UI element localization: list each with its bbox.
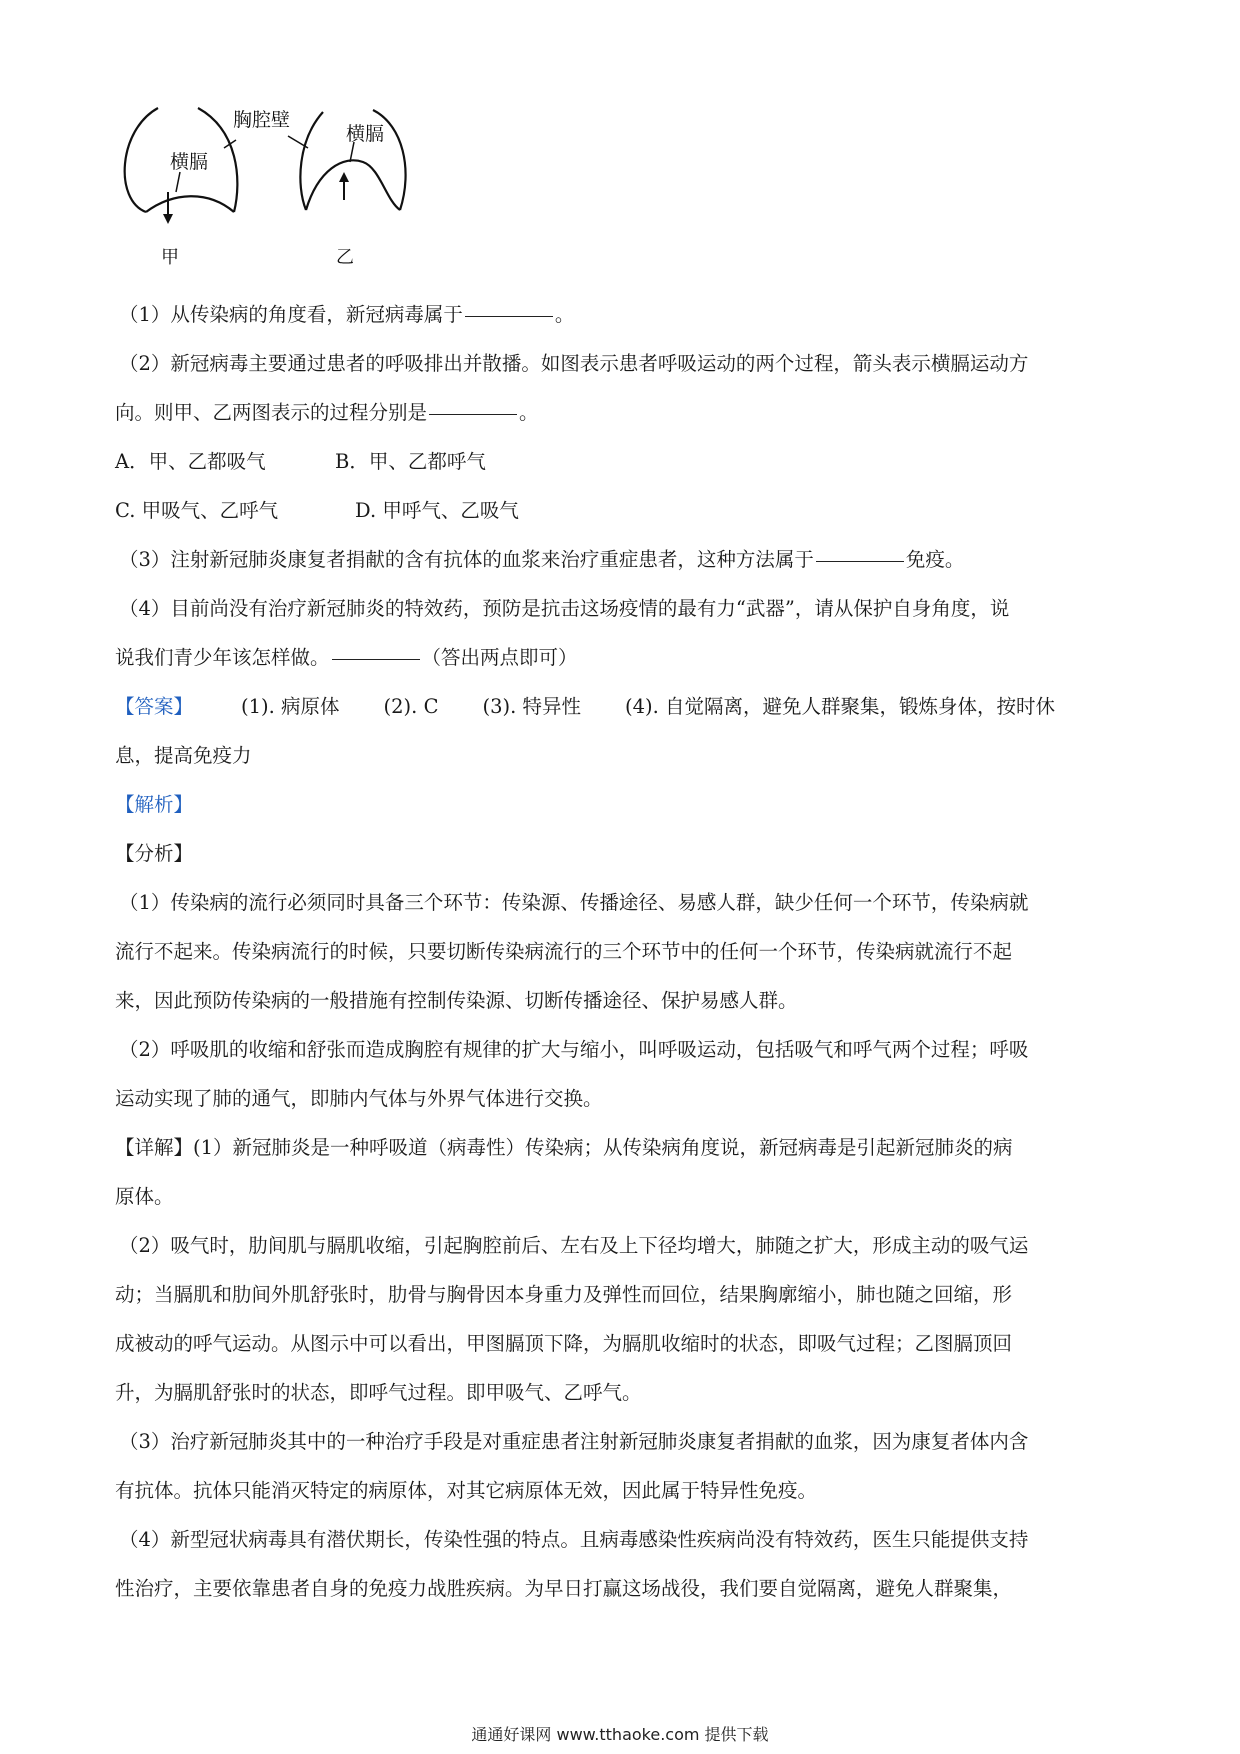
answer-line-2 [115,731,1130,780]
detail-text: 成被动的呼气运动。从图示中可以看出，甲图膈顶下降，为膈肌收缩时的状态，即吸气过程；乙图膈顶回 [115,1332,1013,1355]
analysis-text: 运动实现了肺的通气，即肺内气体与外界气体进行交换。 [115,1087,603,1110]
detail-d2-line-2 [115,1270,1130,1319]
detail-text: 性治疗，主要依靠患者自身的免疫力战胜疾病。为早日打赢这场战役，我们要自觉隔离，避免人群聚集， [115,1577,1013,1600]
question-3 [115,535,1130,584]
detail-d4-line-1 [115,1515,1130,1564]
question-2-line-2 [115,388,1130,437]
option-b: B．甲、乙都呼气 [335,450,486,473]
analysis-subtag-line [115,829,1130,878]
option-a: A．甲、乙都吸气 [115,450,266,473]
detail-text: (1）新冠肺炎是一种呼吸道（病毒性）传染病；从传染病角度说，新冠病毒是引起新冠肺炎的病 [193,1136,1013,1159]
answer-item-2: (2). C [383,695,439,718]
diaphragm-diagram [118,100,468,280]
left-diaphragm-leader [176,172,180,192]
q4-text-2: 说我们青少年该怎样做。 [115,646,330,669]
detail-d2-line-1 [115,1221,1130,1270]
answer-item-3: (3). 特异性 [482,695,582,718]
analysis-p1-line-3 [115,976,1130,1025]
detail-text: 升，为膈肌舒张时的状态，即呼气过程。即甲吸气、乙呼气。 [115,1381,642,1404]
detail-text: 有抗体。抗体只能消灭特定的病原体，对其它病原体无效，因此属于特异性免疫。 [115,1479,818,1502]
answer-line-1 [115,682,1130,731]
label-diaphragm-right: 横膈 [346,123,385,145]
detail-tag: 【详解】 [115,1136,194,1159]
answer-blank [816,560,904,562]
analysis-text: 流行不起来。传染病流行的时候，只要切断传染病流行的三个环节中的任何一个环节，传染病就流行不起 [115,940,1013,963]
question-2-line-1 [115,339,1130,388]
detail-d4-line-2 [115,1564,1130,1613]
left-arrow-head [163,214,173,224]
right-arrow-head [339,172,349,182]
answer-item-1: (1). 病原体 [241,695,340,718]
answer-blank [465,315,553,317]
detail-d2-line-4 [115,1368,1130,1417]
main-content [115,290,1130,1613]
q4-end: （答出两点即可） [421,646,578,669]
options-row-1 [115,437,1130,486]
footer-text: 通通好课网 www.tthaoke.com 提供下载 [471,1725,769,1744]
detail-d2-line-3 [115,1319,1130,1368]
option-c: C. 甲吸气、乙呼气 [115,499,279,522]
option-d: D. 甲呼气、乙吸气 [355,499,519,522]
detail-text: 动；当膈肌和肋间外肌舒张时，肋骨与胸骨因本身重力及弹性而回位，结果胸廓缩小，肺也随之回缩，形 [115,1283,1013,1306]
page-footer [0,1722,1240,1745]
detail-d1-line-1 [115,1123,1130,1172]
analysis-subtag: 【分析】 [115,842,194,865]
q2-text-1: （2）新冠病毒主要通过患者的呼吸排出并散播。如图表示患者呼吸运动的两个过程，箭头表示横膈运动方 [119,352,1029,375]
label-diaphragm-left: 横膈 [170,151,209,173]
q1-text: （1）从传染病的角度看，新冠病毒属于 [119,303,463,326]
detail-text: （4）新型冠状病毒具有潜伏期长，传染性强的特点。且病毒感染性疾病尚没有特效药，医生只能提供支持 [119,1528,1029,1551]
q3-text: （3）注射新冠肺炎康复者捐献的含有抗体的血浆来治疗重症患者，这种方法属于 [119,548,814,571]
answer-tag: 【答案】 [115,695,194,718]
right-diaphragm [306,160,400,210]
question-4-line-1 [115,584,1130,633]
detail-d3-line-2 [115,1466,1130,1515]
answer-item-4: (4). 自觉隔离，避免人群聚集，锻炼身体，按时休 [625,695,1056,718]
detail-d3-line-1 [115,1417,1130,1466]
right-diaphragm-leader [350,142,354,162]
caption-left: 甲 [161,247,179,268]
q2-text-2: 向。则甲、乙两图表示的过程分别是 [115,401,428,424]
left-chest-wall [125,108,158,212]
q2-end: 。 [519,401,539,424]
answer-line-2-text: 息，提高免疫力 [115,744,252,767]
caption-right: 乙 [336,247,354,268]
diaphragm-figure [118,100,468,280]
answer-blank [332,658,420,660]
analysis-text: （2）呼吸肌的收缩和舒张而造成胸腔有规律的扩大与缩小，叫呼吸运动，包括吸气和呼气两个过程；呼吸 [119,1038,1029,1061]
analysis-tag: 【解析】 [115,793,194,816]
answer-blank [429,413,517,415]
left-diaphragm [146,196,234,212]
analysis-p1-line-2 [115,927,1130,976]
analysis-text: 来，因此预防传染病的一般措施有控制传染源、切断传播途径、保护易感人群。 [115,989,798,1012]
q4-text-1: （4）目前尚没有治疗新冠肺炎的特效药，预防是抗击这场疫情的最有力“武器”，请从保护自身角度，说 [119,597,1010,620]
analysis-p2-line-2 [115,1074,1130,1123]
label-chest-wall: 胸腔壁 [233,109,291,131]
q1-end: 。 [554,303,575,326]
detail-text: （2）吸气时，肋间肌与膈肌收缩，引起胸腔前后、左右及上下径均增大，肺随之扩大，形成主动的吸气运 [119,1234,1029,1257]
detail-d1-line-2 [115,1172,1130,1221]
analysis-p1-line-1 [115,878,1130,927]
q3-end: 免疫。 [905,548,965,571]
analysis-p2-line-1 [115,1025,1130,1074]
question-4-line-2 [115,633,1130,682]
detail-text: 原体。 [115,1185,174,1208]
analysis-tag-line [115,780,1130,829]
analysis-text: （1）传染病的流行必须同时具备三个环节：传染源、传播途径、易感人群，缺少任何一个环节，传染病就 [119,891,1029,914]
question-1 [115,290,1130,339]
options-row-2 [115,486,1130,535]
detail-text: （3）治疗新冠肺炎其中的一种治疗手段是对重症患者注射新冠肺炎康复者捐献的血浆，因为康复者体内含 [119,1430,1029,1453]
